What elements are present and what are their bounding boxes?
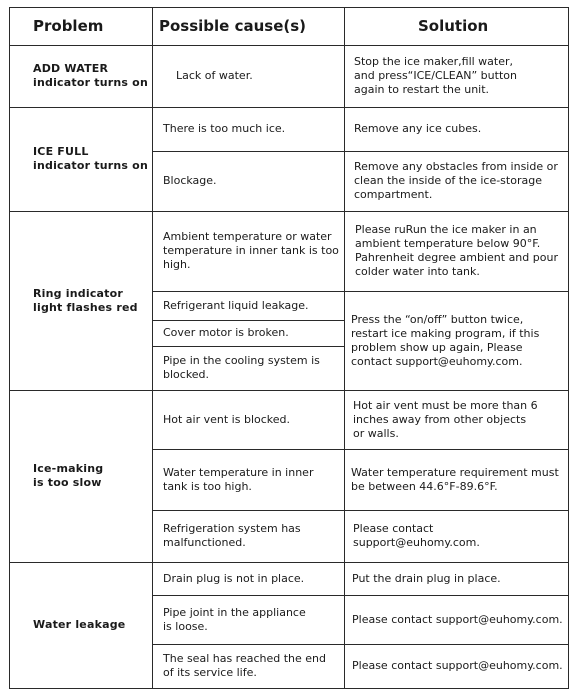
solution-text: support@euhomy.com. bbox=[353, 536, 480, 549]
group-divider bbox=[9, 107, 569, 108]
cause-text: Refrigeration system has bbox=[163, 522, 301, 535]
cause-text: Hot air vent is blocked. bbox=[163, 413, 291, 426]
solution-text: Put the drain plug in place. bbox=[352, 572, 501, 585]
solution-text: or walls. bbox=[353, 427, 399, 440]
header-cause: Possible cause(s) bbox=[159, 17, 307, 35]
problem-label: is too slow bbox=[33, 476, 102, 489]
cause-divider bbox=[152, 510, 345, 511]
cause-text: Pipe joint in the appliance bbox=[163, 606, 306, 619]
solution-text: Remove any ice cubes. bbox=[354, 122, 482, 135]
cause-text: of its service life. bbox=[163, 666, 257, 679]
cause-text: The seal has reached the end bbox=[163, 652, 327, 665]
cause-divider bbox=[152, 346, 345, 347]
solution-divider bbox=[344, 449, 569, 450]
solution-divider bbox=[344, 595, 569, 596]
cause-divider bbox=[152, 151, 345, 152]
problem-label: Ring indicator bbox=[33, 287, 124, 300]
solution-text: Hot air vent must be more than 6 bbox=[353, 399, 538, 412]
solution-text: Please contact support@euhomy.com. bbox=[352, 659, 563, 672]
cause-text: is loose. bbox=[163, 620, 208, 633]
solution-text: and press“ICE/CLEAN” button bbox=[354, 69, 517, 82]
cause-text: temperature in inner tank is too bbox=[163, 244, 339, 257]
cause-divider bbox=[152, 595, 345, 596]
cause-text: Blockage. bbox=[163, 174, 217, 187]
solution-text: compartment. bbox=[354, 188, 433, 201]
solution-text: ambient temperature below 90°F. bbox=[355, 237, 541, 250]
solution-divider bbox=[344, 291, 569, 292]
cause-text: Lack of water. bbox=[176, 69, 253, 82]
solution-text: restart ice making program, if this bbox=[351, 327, 540, 340]
column-divider-1 bbox=[152, 7, 153, 689]
header-solution: Solution bbox=[418, 17, 489, 35]
group-divider bbox=[9, 390, 569, 391]
problem-label: Water leakage bbox=[33, 618, 126, 631]
cause-text: high. bbox=[163, 258, 191, 271]
cause-text: Ambient temperature or water bbox=[163, 230, 332, 243]
problem-label: indicator turns on bbox=[33, 159, 148, 172]
solution-text: Stop the ice maker,fill water, bbox=[354, 55, 514, 68]
problem-label: ICE FULL bbox=[33, 145, 89, 158]
group-divider bbox=[9, 562, 569, 563]
column-divider-2 bbox=[344, 7, 345, 689]
problem-label: ADD WATER bbox=[33, 62, 109, 75]
solution-text: colder water into tank. bbox=[355, 265, 480, 278]
solution-text: inches away from other objects bbox=[353, 413, 527, 426]
solution-divider bbox=[344, 151, 569, 152]
solution-divider bbox=[344, 510, 569, 511]
cause-text: blocked. bbox=[163, 368, 210, 381]
cause-text: Refrigerant liquid leakage. bbox=[163, 299, 309, 312]
cause-text: Cover motor is broken. bbox=[163, 326, 289, 339]
problem-label: light flashes red bbox=[33, 301, 138, 314]
cause-text: Water temperature in inner bbox=[163, 466, 314, 479]
solution-text: Press the “on/off” button twice, bbox=[351, 313, 524, 326]
problem-label: Ice-making bbox=[33, 462, 104, 475]
solution-text: Water temperature requirement must bbox=[351, 466, 559, 479]
solution-text: Please contact bbox=[353, 522, 434, 535]
solution-divider bbox=[344, 644, 569, 645]
solution-text: be between 44.6°F-89.6°F. bbox=[351, 480, 498, 493]
cause-divider bbox=[152, 644, 345, 645]
solution-text: Please ruRun the ice maker in an bbox=[355, 223, 537, 236]
cause-text: malfunctioned. bbox=[163, 536, 246, 549]
problem-label: indicator turns on bbox=[33, 76, 148, 89]
cause-text: tank is too high. bbox=[163, 480, 252, 493]
cause-text: There is too much ice. bbox=[163, 122, 286, 135]
cause-divider bbox=[152, 449, 345, 450]
solution-text: clean the inside of the ice-storage bbox=[354, 174, 542, 187]
solution-text: contact support@euhomy.com. bbox=[351, 355, 523, 368]
solution-text: Please contact support@euhomy.com. bbox=[352, 613, 563, 626]
solution-text: again to restart the unit. bbox=[354, 83, 490, 96]
cause-text: Pipe in the cooling system is bbox=[163, 354, 320, 367]
table-bottom-border bbox=[9, 688, 569, 689]
table-right-border bbox=[568, 7, 569, 689]
table-left-border bbox=[9, 7, 10, 689]
solution-text: Pahrenheit degree ambient and pour bbox=[355, 251, 558, 264]
header-problem: Problem bbox=[33, 17, 104, 35]
group-divider bbox=[9, 211, 569, 212]
cause-divider bbox=[152, 291, 345, 292]
cause-divider bbox=[152, 320, 345, 321]
solution-text: Remove any obstacles from inside or bbox=[354, 160, 558, 173]
solution-text: problem show up again, Please bbox=[351, 341, 523, 354]
cause-text: Drain plug is not in place. bbox=[163, 572, 305, 585]
header-bottom-border bbox=[9, 45, 569, 46]
table-top-border bbox=[9, 7, 569, 8]
